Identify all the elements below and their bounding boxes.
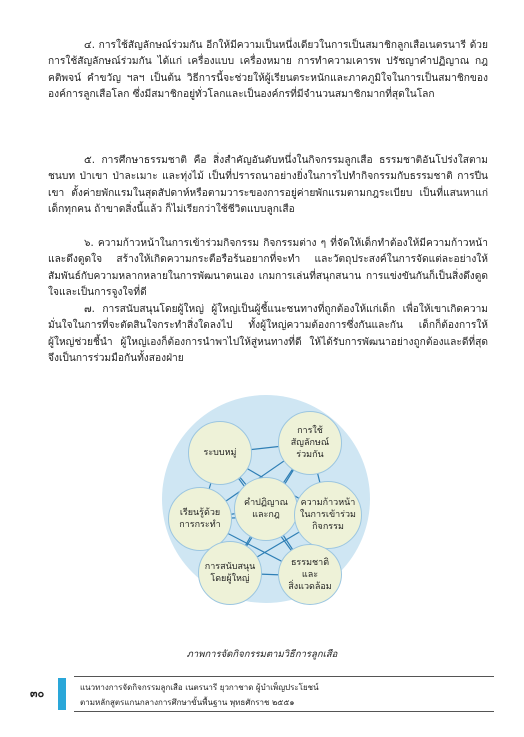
paragraph-adult-support: ๗. การสนับสนุนโดยผู้ใหญ่ ผู้ใหญ่เป็นผู้ชี้แนะชนทางที่ถูกต้องให้แก่เด็ก เพื่อให้เขาเกิดความมั่นใจในการที่จะตัดสินใจกระทำสิ่งใดลงไป ทั้งผู้ใหญ่ความต้องการซึ่งกันและกัน เด็กก็ต้องการให้ผู้ใหญ่ช่วยชี้นำ ผู้ใหญ่เองก็ต้องการนำพาไปให้สู่หนทางที่ดี ให้ได้รับการพัฒนาอย่างถูกต้องและดีที่สุด จึงเป็นการร่วมมือกันทั้งสองฝ่าย	[48, 304, 488, 364]
footer-title-line1: แนวทางการจัดกิจกรรมลูกเสือ เนตรนารี ยุวกาชาด ผู้บำเพ็ญประโยชน์	[80, 683, 319, 692]
node-nature-environment	[278, 544, 342, 605]
footer-divider-top	[74, 676, 494, 677]
footer-accent-bar	[58, 678, 66, 710]
figure-caption: ภาพการจัดกิจกรรมตามวิธีการลูกเสือ	[186, 649, 338, 660]
node-patrol-system	[188, 421, 252, 485]
node-label: ความก้าวหน้า ในการเข้าร่วม กิจกรรม	[300, 498, 356, 532]
node-progressive-activities	[294, 481, 362, 549]
node-label: ธรรมชาติ และ สิ่งแวดล้อม	[288, 557, 332, 592]
node-promise-and-law	[234, 477, 298, 541]
node-label: เรียนรู้ด้วย การกระทำ	[179, 508, 221, 530]
paragraph-symbols: ๔. การใช้สัญลักษณ์ร่วมกัน อีกให้มีความเป็นหนึ่งเดียวในการเป็นสมาชิกลูกเสือเนตรนารี ด้วยการใช้สัญลักษณ์ร่วมกัน ได้แก่ เครื่องแบบ เครื่องหมาย การทำความเคารพ ปรัชญาคำปฏิญาณ กฎ คติพจน์ คำขวัญ ฯลฯ เป็นต้น วิธีการนี้จะช่วยให้ผู้เรียนตระหนักและภาคภูมิใจในการเป็นสมาชิกขององค์การลูกเสือโลก ซึ่งมีสมาชิกอยู่ทั่วโลกและเป็นองค์กรที่มีจำนวนสมาชิกมากที่สุดในโลก	[48, 40, 488, 100]
node-label: คำปฏิญาณ และกฎ	[244, 498, 288, 520]
node-label: ระบบหมู่	[203, 448, 237, 458]
node-label: การสนับสนุน โดยผู้ใหญ่	[204, 562, 256, 584]
scout-method-diagram	[160, 393, 372, 605]
paragraph-progress: ๖. ความก้าวหน้าในการเข้าร่วมกิจกรรม กิจกรรมต่าง ๆ ที่จัดให้เด็กทำต้องให้มีความก้าวหน้าและดึงดูดใจ สร้างให้เกิดความกระตือรือร้นอยากที่จะทำ และวัตถุประสงค์ในการจัดแต่ละอย่างให้สัมพันธ์กับความหลากหลายในการพัฒนาตนเอง เกมการเล่นที่สนุกสนาน การแข่งขันกันก็เป็นสิ่งดึงดูดใจและเป็นการจูงใจที่ดี	[48, 238, 488, 298]
footer-divider-bottom	[74, 711, 494, 712]
node-label: การใช้ สัญลักษณ์ ร่วมกัน	[290, 426, 330, 460]
page-number: ๓๐	[30, 687, 45, 700]
paragraph-nature: ๕. การศึกษาธรรมชาติ คือ สิ่งสำคัญอันดับหนึ่งในกิจกรรมลูกเสือ ธรรมชาติอันโปร่งใสตามชนบท ป่าเขา ป่าละเมาะ และทุ่งไม้ เป็นที่ปรารถนาอย่างยิ่งในการไปทำกิจกรรมกับธรรมชาติ การปีนเขา ตั้งค่ายพักแรมในสุดสัปดาห์หรือตามวาระของการอยู่ค่ายพักแรมตามกฎระเบียบ เป็นที่แสนหาแก่เด็กทุกคน ถ้าขาดสิ่งนี้แล้ว ก็ไม่เรียกว่าใช้ชีวิตแบบลูกเสือ	[48, 155, 488, 215]
page-footer	[30, 676, 494, 712]
footer-title-line2: ตามหลักสูตรแกนกลางการศึกษาขั้นพื้นฐาน พุทธศักราช ๒๕๕๑	[80, 698, 295, 707]
node-shared-symbols	[278, 411, 342, 475]
node-adult-support	[198, 541, 262, 605]
